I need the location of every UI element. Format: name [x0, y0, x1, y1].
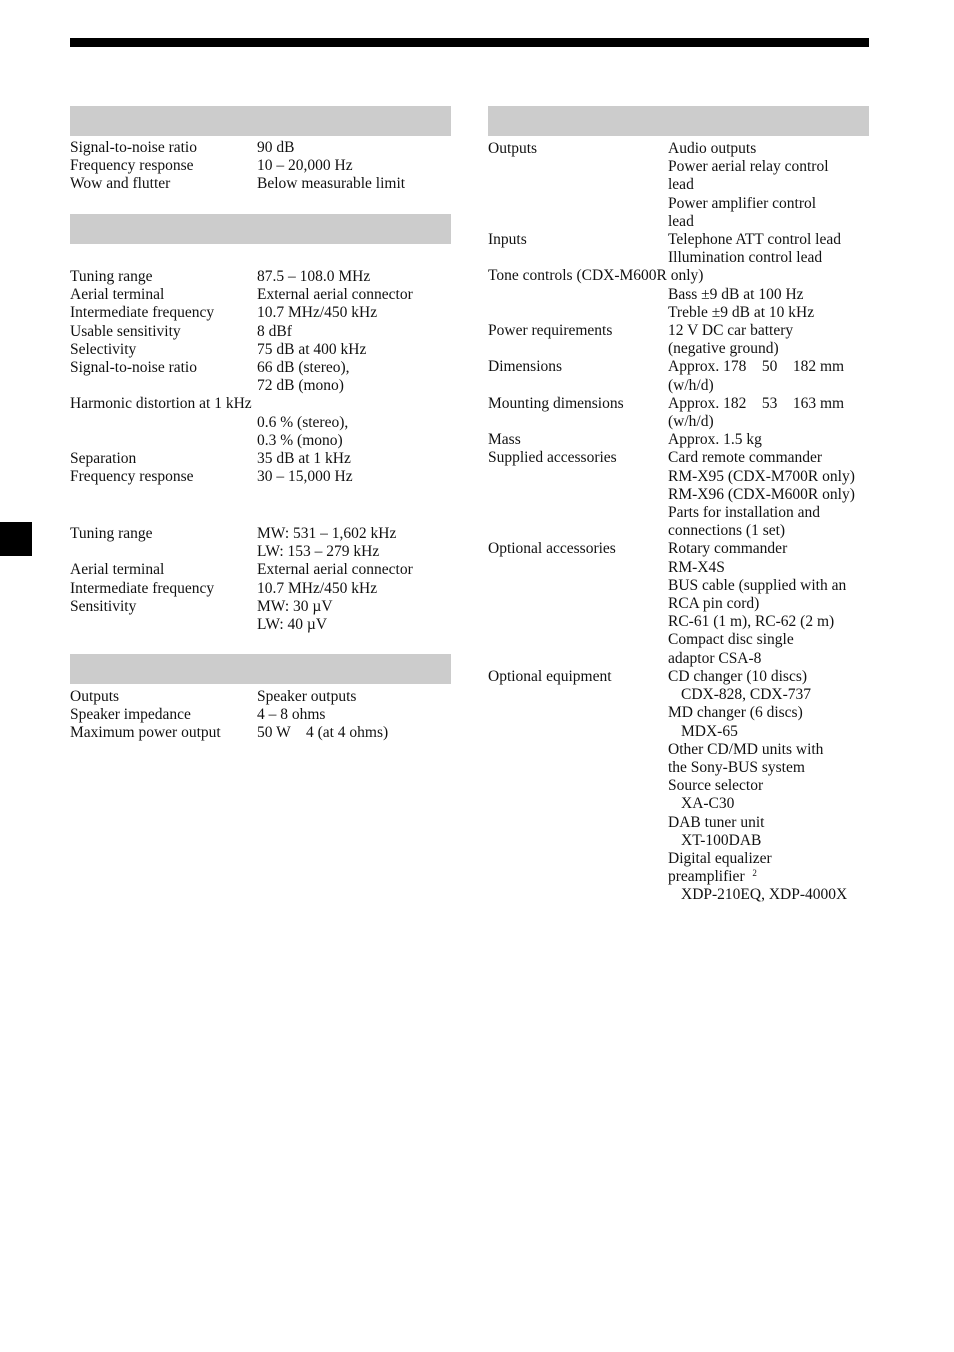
- spec-value: Rotary commander: [668, 540, 788, 558]
- spec-row: [488, 231, 855, 267]
- power-amplifier-specs: [70, 688, 388, 743]
- spec-label: Supplied accessories: [488, 449, 617, 467]
- spec-row: [70, 157, 405, 175]
- spec-value: 72 dB (mono): [257, 377, 344, 395]
- spec-label: Tuning range: [70, 525, 153, 542]
- spec-label: Separation: [70, 450, 137, 468]
- spec-label: Speaker impedance: [70, 706, 191, 724]
- spec-value: DAB tuner unit: [668, 813, 765, 831]
- spec-label: Mounting dimensions: [488, 394, 624, 412]
- spec-row: [70, 450, 413, 468]
- spec-label: Intermediate frequency: [70, 304, 215, 322]
- spec-row: [70, 688, 388, 706]
- spec-value: lead: [668, 176, 694, 194]
- spec-label: Mass: [488, 431, 521, 449]
- spec-value: 10.7 MHz/450 kHz: [257, 579, 378, 597]
- spec-value: Approx. 178 50 182 mm: [668, 358, 845, 376]
- spec-row: [70, 724, 388, 742]
- spec-value: Source selector: [668, 777, 764, 795]
- spec-value: BUS cable (supplied with an: [668, 576, 847, 594]
- spec-label: Optional equipment: [488, 667, 612, 685]
- tuner-section-header: [70, 214, 451, 244]
- spec-value: RM-X95 (CDX-M700R only): [668, 467, 855, 485]
- spec-value: 50 W 4 (at 4 ohms): [257, 724, 389, 742]
- general-section-header: [488, 106, 869, 136]
- spec-label: Outputs: [488, 140, 538, 157]
- spec-label: Signal-to-noise ratio: [70, 359, 197, 377]
- spec-value: LW: 40 µV: [257, 616, 328, 634]
- spec-label: Wow and flutter: [70, 175, 171, 193]
- mw-lw-specs: [70, 525, 413, 634]
- spec-value: Approx. 182 53 163 mm: [668, 394, 845, 412]
- cd-player-section-header: [70, 106, 451, 136]
- spec-value: connections (1 set): [668, 522, 786, 540]
- spec-value: MD changer (6 discs): [668, 704, 803, 722]
- spec-row: [488, 431, 855, 449]
- spec-value: Below measurable limit: [257, 175, 406, 193]
- spec-row: [70, 304, 413, 322]
- spec-value: Speaker outputs: [257, 688, 357, 705]
- spec-row: [70, 580, 413, 598]
- spec-value: 87.5 – 108.0 MHz: [257, 268, 371, 285]
- spec-label: Aerial terminal: [70, 286, 165, 304]
- spec-row: [70, 341, 413, 359]
- spec-row: [70, 706, 388, 724]
- spec-value: 0.3 % (mono): [257, 431, 343, 449]
- side-thumb-tab: [0, 522, 32, 556]
- spec-label: Aerial terminal: [70, 561, 165, 579]
- spec-value: preamplifier $^2$: [668, 868, 757, 886]
- spec-value: RC-61 (1 m), RC-62 (2 m): [668, 613, 835, 631]
- spec-value: Compact disc single: [668, 631, 794, 649]
- spec-label: Intermediate frequency: [70, 579, 215, 597]
- spec-label: [70, 414, 257, 450]
- spec-value: 12 V DC car battery: [668, 322, 794, 340]
- spec-value: MDX-65: [681, 722, 738, 740]
- spec-row: [70, 468, 413, 486]
- spec-value: Audio outputs: [668, 140, 757, 157]
- spec-value: 90 dB: [257, 139, 295, 156]
- top-rule: [70, 38, 869, 47]
- spec-value: 10 – 20,000 Hz: [257, 157, 353, 175]
- spec-value: 75 dB at 400 kHz: [257, 340, 367, 358]
- spec-row: [488, 140, 855, 231]
- spec-value: XDP-210EQ, XDP-4000X: [681, 886, 848, 904]
- spec-value: Treble ±9 dB at 10 kHz: [668, 303, 815, 321]
- spec-value: Telephone ATT control lead: [668, 231, 841, 249]
- spec-row: [488, 395, 855, 431]
- footnote-mark: 2: [752, 868, 757, 879]
- spec-value: Other CD/MD units with: [668, 740, 824, 758]
- spec-label-full: Tone controls (CDX-M600R only): [488, 267, 704, 285]
- spec-label: Signal-to-noise ratio: [70, 139, 197, 156]
- spec-value: External aerial connector: [257, 561, 413, 579]
- spec-label-full: Harmonic distortion at 1 kHz: [70, 395, 252, 413]
- spec-value: (w/h/d): [668, 413, 714, 431]
- spec-row: [488, 322, 855, 358]
- spec-value: lead: [668, 212, 694, 230]
- spec-value: the Sony-BUS system: [668, 758, 805, 776]
- spec-label: [488, 286, 668, 322]
- spec-value: XA-C30: [681, 795, 735, 813]
- spec-row: [488, 358, 855, 394]
- spec-row: [488, 286, 855, 322]
- spec-row: [488, 668, 855, 905]
- spec-value: 8 dBf: [257, 322, 292, 340]
- spec-value: 30 – 15,000 Hz: [257, 468, 353, 486]
- spec-value: (negative ground): [668, 340, 779, 358]
- spec-value: 35 dB at 1 kHz: [257, 450, 351, 468]
- fm-specs: [70, 268, 413, 486]
- spec-value: 66 dB (stereo),: [257, 359, 350, 377]
- spec-row: [70, 598, 413, 634]
- spec-value: 4 – 8 ohms: [257, 706, 326, 724]
- spec-label: Optional accessories: [488, 540, 616, 558]
- spec-row: [70, 323, 413, 341]
- spec-label: Power requirements: [488, 322, 613, 340]
- spec-row: [488, 449, 855, 540]
- spec-value: MW: 531 – 1,602 kHz: [257, 525, 397, 542]
- spec-value: External aerial connector: [257, 286, 413, 304]
- spec-value: MW: 30 µV: [257, 597, 333, 615]
- spec-value: 0.6 % (stereo),: [257, 413, 349, 431]
- spec-value: CDX-828, CDX-737: [681, 686, 812, 704]
- spec-row: [70, 268, 413, 286]
- spec-value: Power amplifier control: [668, 194, 817, 212]
- spec-value: Card remote commander: [668, 449, 823, 467]
- spec-value: Illumination control lead: [668, 249, 823, 267]
- spec-label: Usable sensitivity: [70, 322, 181, 340]
- spec-value: RM-X4S: [668, 558, 725, 576]
- spec-label: Outputs: [70, 688, 120, 705]
- spec-value: Power aerial relay control: [668, 158, 829, 176]
- power-amplifier-section-header: [70, 654, 451, 684]
- spec-label: Sensitivity: [70, 597, 137, 615]
- spec-row: [70, 359, 413, 395]
- spec-value: 10.7 MHz/450 kHz: [257, 304, 378, 322]
- spec-value: Approx. 1.5 kg: [668, 431, 762, 449]
- spec-row: [70, 414, 413, 450]
- spec-value: Digital equalizer: [668, 849, 772, 867]
- spec-value: RM-X96 (CDX-M600R only): [668, 485, 855, 503]
- spec-label: Frequency response: [70, 468, 194, 486]
- spec-value: LW: 153 – 279 kHz: [257, 543, 380, 561]
- spec-value: Bass ±9 dB at 100 Hz: [668, 285, 804, 303]
- spec-label: Dimensions: [488, 358, 563, 376]
- spec-value: Parts for installation and: [668, 504, 820, 522]
- spec-label: Inputs: [488, 231, 527, 249]
- general-specs: [488, 140, 855, 905]
- spec-row: [70, 139, 405, 157]
- spec-value: adaptor CSA-8: [668, 649, 762, 667]
- spec-row: [70, 525, 413, 561]
- spec-value: (w/h/d): [668, 376, 714, 394]
- spec-label: Tuning range: [70, 268, 153, 285]
- spec-label: Frequency response: [70, 157, 194, 175]
- spec-value: RCA pin cord): [668, 595, 760, 613]
- cd-player-specs: [70, 139, 405, 194]
- spec-row: [70, 175, 405, 193]
- spec-row: [70, 561, 413, 579]
- spec-label: Selectivity: [70, 340, 137, 358]
- spec-row: [70, 286, 413, 304]
- spec-value: CD changer (10 discs): [668, 667, 808, 685]
- spec-row: [488, 540, 855, 667]
- spec-label: Maximum power output: [70, 724, 221, 742]
- spec-value: XT-100DAB: [681, 831, 762, 849]
